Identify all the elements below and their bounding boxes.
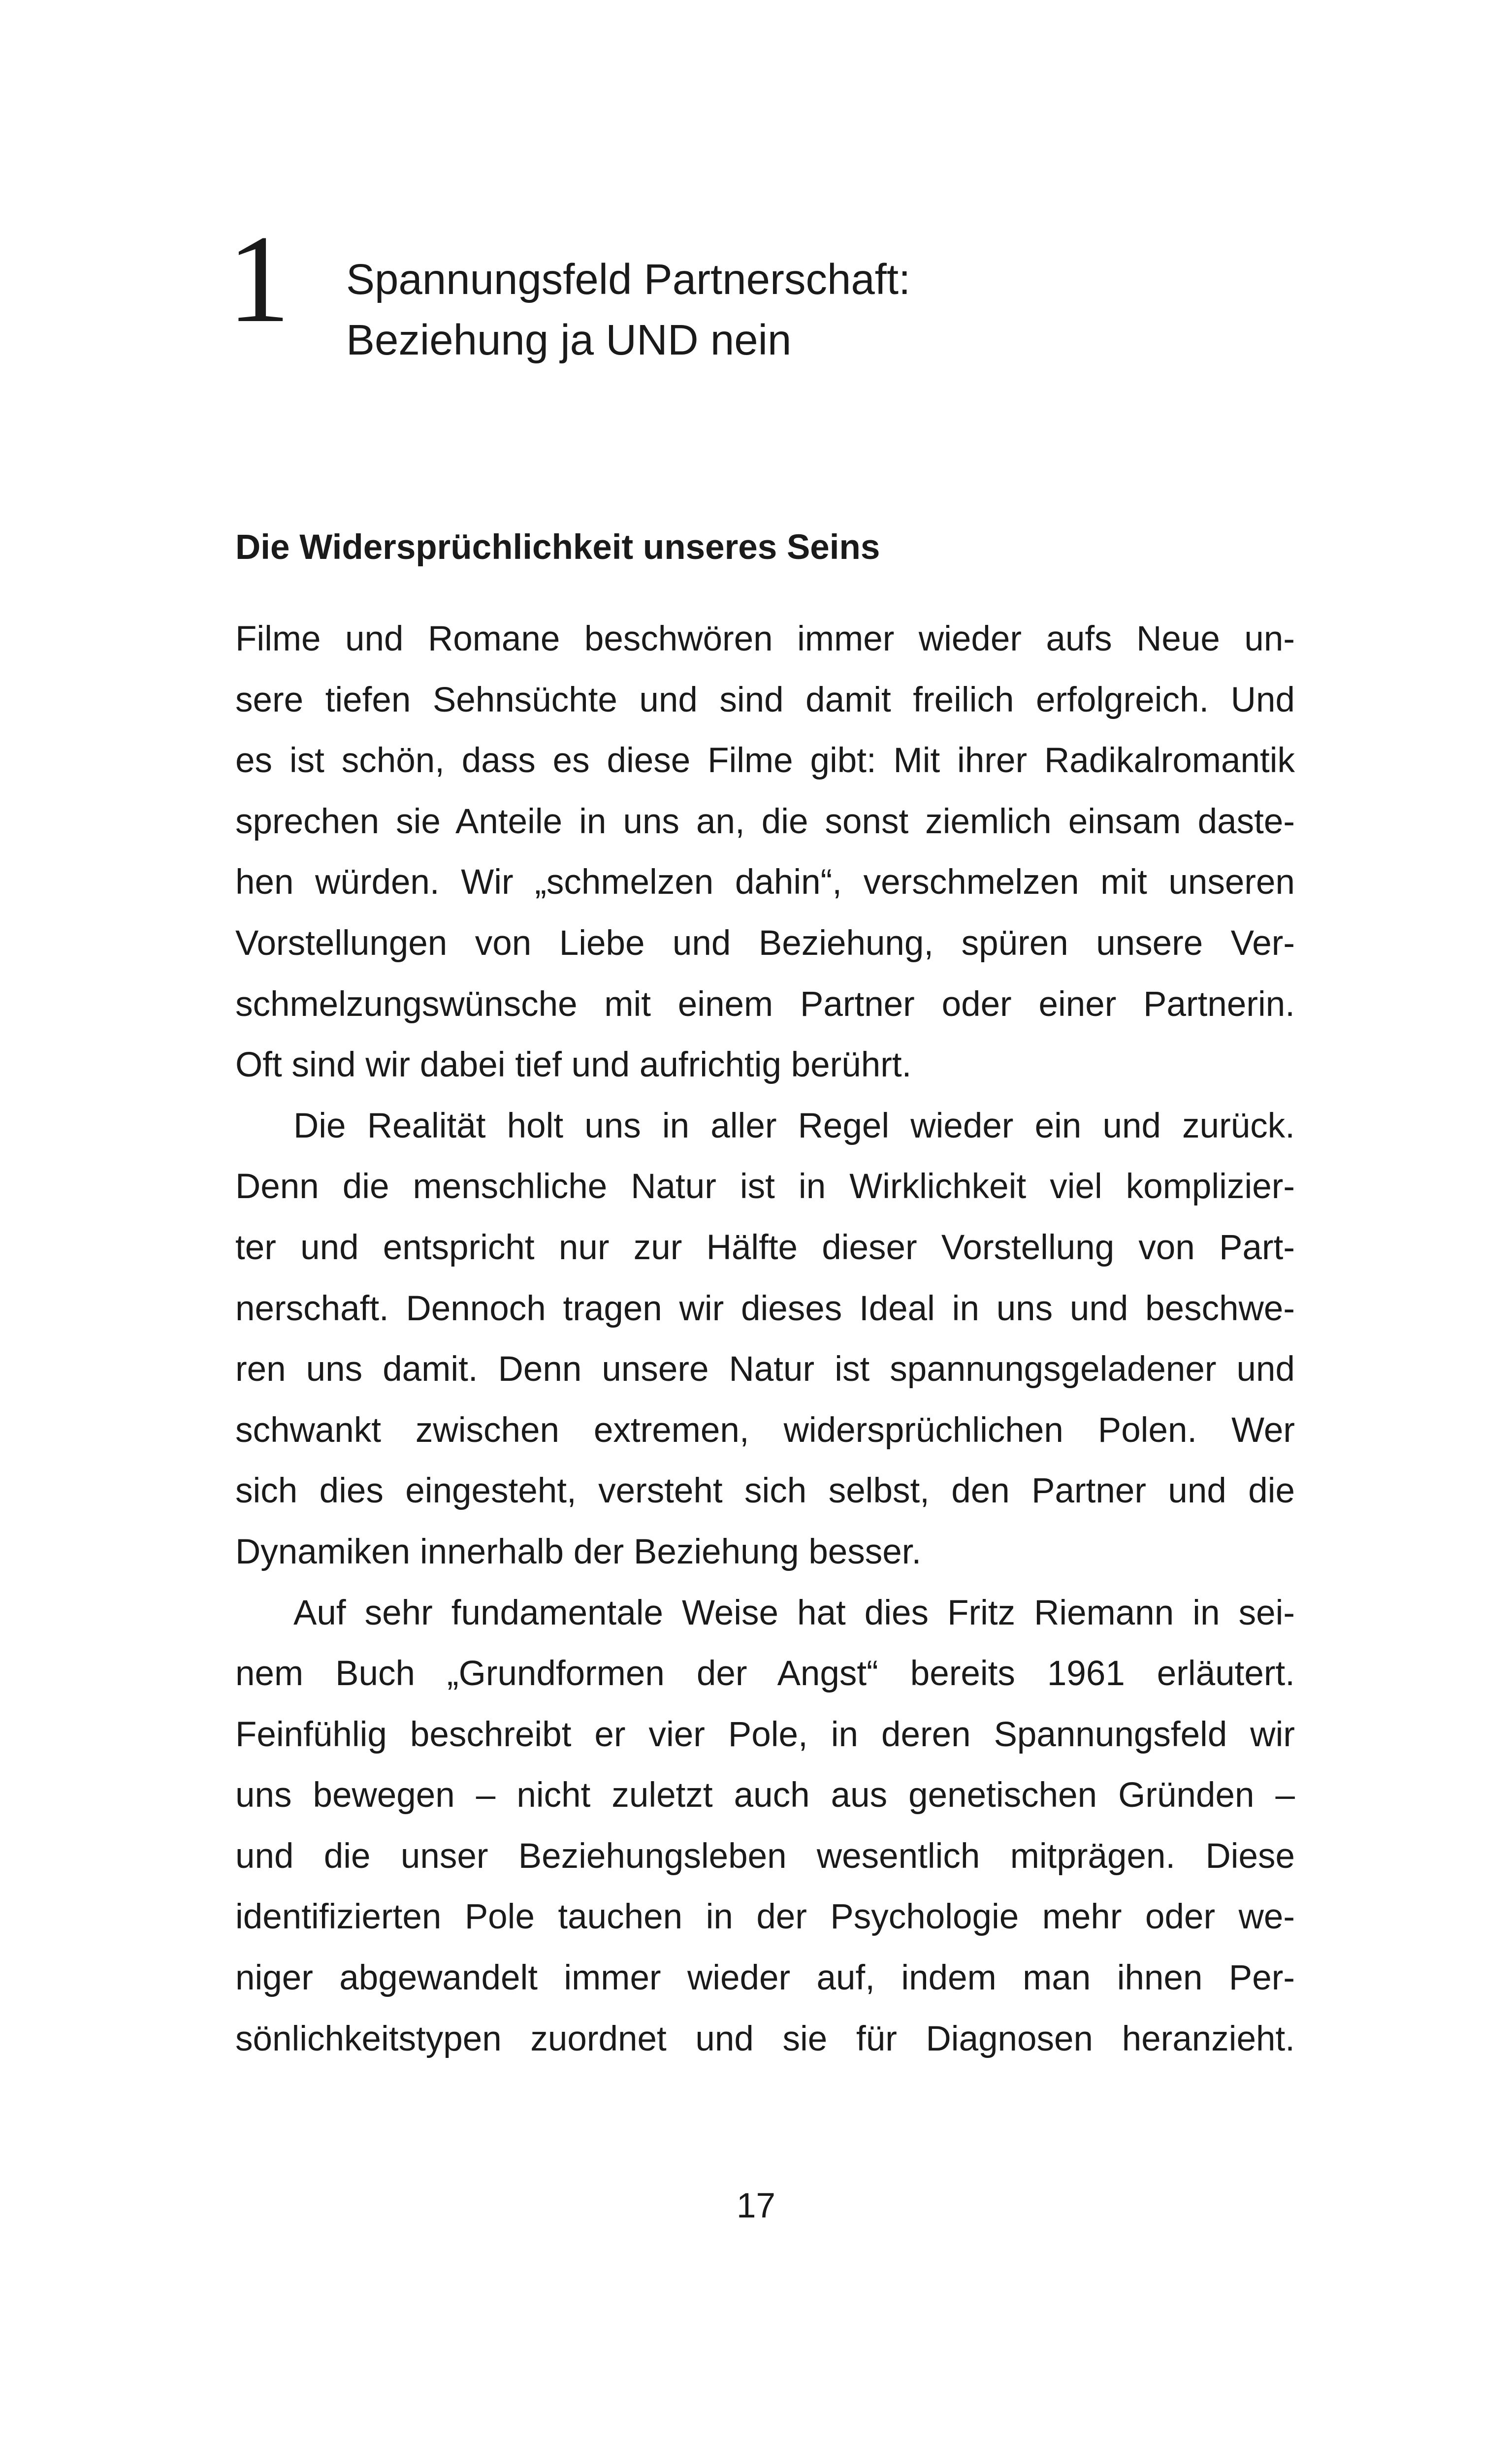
text-line: identifizierten Pole tauchen in der Psychologie mehr oder we- (235, 1897, 1295, 1937)
text-line: ren uns damit. Denn unsere Natur ist spannungsgeladener und (235, 1350, 1295, 1389)
chapter-number: 1 (227, 210, 290, 349)
text-line: ter und entspricht nur zur Hälfte dieser Vorstellung von Part- (235, 1228, 1295, 1267)
text-line: Vorstellungen von Liebe und Beziehung, spüren unsere Ver- (235, 923, 1295, 963)
text-line: sich dies eingesteht, versteht sich selbst, den Partner und die (235, 1471, 1295, 1511)
chapter-title-line: Spannungsfeld Partnerschaft: (346, 256, 911, 303)
text-line: niger abgewandelt immer wieder auf, indem man ihnen Per- (235, 1958, 1295, 1998)
text-line: und die unser Beziehungsleben wesentlich mitprägen. Diese (235, 1836, 1295, 1876)
text-line: nem Buch „Grundformen der Angst“ bereits 1961 erläutert. (235, 1654, 1295, 1694)
text-line: Denn die menschliche Natur ist in Wirklichkeit viel komplizier- (235, 1167, 1295, 1206)
chapter-title-line: Beziehung ja UND nein (346, 316, 792, 364)
text-line: sere tiefen Sehnsüchte und sind damit freilich erfolgreich. Und (235, 680, 1295, 719)
text-line: es ist schön, dass es diese Filme gibt: Mit ihrer Radikalromantik (235, 741, 1295, 781)
text-line: Die Realität holt uns in aller Regel wieder ein und zurück. (293, 1106, 1295, 1145)
text-line: Feinfühlig beschreibt er vier Pole, in deren Spannungsfeld wir (235, 1715, 1295, 1754)
text-line: Auf sehr fundamentale Weise hat dies Fritz Riemann in sei- (293, 1593, 1295, 1632)
text-line: Dynamiken innerhalb der Beziehung besser. (235, 1532, 922, 1571)
text-line: sprechen sie Anteile in uns an, die sonst ziemlich einsam daste- (235, 802, 1295, 841)
text-line: schwankt zwischen extremen, widersprüchlichen Polen. Wer (235, 1410, 1295, 1450)
text-line: sönlichkeitstypen zuordnet und sie für Diagnosen heranzieht. (235, 2019, 1295, 2058)
text-line: nerschaft. Dennoch tragen wir dieses Ideal in uns und beschwe- (235, 1289, 1295, 1328)
text-line: uns bewegen – nicht zuletzt auch aus genetischen Gründen – (235, 1776, 1295, 1815)
body-text (235, 609, 1295, 2069)
section-heading: Die Widersprüchlichkeit unseres Seins (235, 528, 880, 567)
paragraph (235, 609, 1295, 1096)
paragraph (235, 1583, 1295, 2070)
page-number: 17 (737, 2186, 775, 2225)
text-line: hen würden. Wir „schmelzen dahin“, verschmelzen mit unseren (235, 863, 1295, 902)
text-line: Oft sind wir dabei tief und aufrichtig berührt. (235, 1045, 912, 1085)
text-line: Filme und Romane beschwören immer wieder aufs Neue un- (235, 619, 1295, 658)
paragraph (235, 1096, 1295, 1583)
text-line: schmelzungswünsche mit einem Partner oder einer Partnerin. (235, 984, 1295, 1024)
chapter-title (346, 249, 910, 370)
